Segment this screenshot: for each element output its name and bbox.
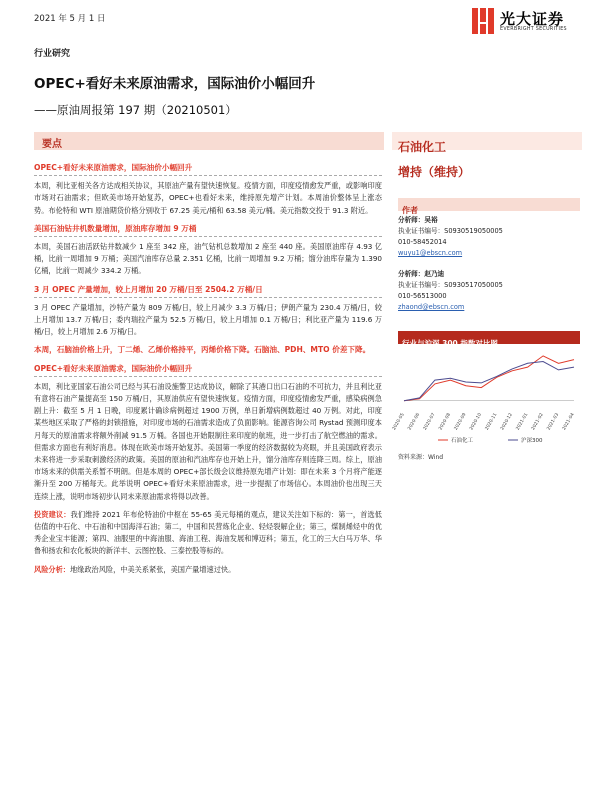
everbright-logo-icon [470, 6, 496, 36]
analyst-phone: 010-58452014 [398, 238, 447, 246]
risk-text: 地缘政治风险，中美关系紧张，美国产量增速过快。 [69, 564, 236, 574]
analyst-email[interactable]: zhaond@ebscn.com [398, 303, 465, 311]
chart-source: 资料来源：Wind [398, 454, 444, 461]
side-column [398, 134, 580, 313]
report-subtitle: ——原油周报第 197 期（20210501） [34, 103, 237, 117]
series-line-0 [404, 356, 574, 401]
report-date: 2021 年 5 月 1 日 [34, 14, 106, 24]
logo-subtitle: EVERBRIGHT SECURITIES [500, 27, 567, 32]
analyst-email[interactable]: wuyu1@ebscn.com [398, 249, 463, 257]
x-tick-label: 2020-12 [500, 412, 514, 432]
x-tick-label: 2021-03 [546, 412, 561, 432]
section-head: 本周，石脑油价格上升，丁二烯、乙烯价格持平，丙烯价格下降。石脑油、PDH、MTO 价差下降。 [34, 345, 371, 355]
section-head: 3 月 OPEC 产量增加，较上月增加 20 万桶/日至 2504.2 万桶/日 [34, 284, 382, 298]
x-tick-label: 2020-08 [438, 412, 453, 432]
investment-advice [34, 509, 382, 558]
legend-label: 石油化工 [451, 438, 474, 444]
section-head: 美国石油钻井机数量增加，原油库存增加 9 万桶 [34, 223, 382, 237]
author-label: 作者 [402, 206, 418, 215]
analyst-cert: 执业证书编号：S0930517050005 [398, 281, 503, 289]
sector-name: 石油化工 [398, 140, 447, 154]
analyst-cert: 执业证书编号：S0930519050005 [398, 227, 503, 235]
risk-analysis [34, 564, 382, 576]
analyst-block [398, 215, 580, 259]
chart-band [398, 331, 580, 348]
section-label: 行业研究 [34, 49, 71, 59]
index-comparison-chart [391, 348, 580, 446]
broker-logo [470, 6, 580, 40]
analyst-name: 分析师：吴裕 [398, 216, 438, 224]
section-text: 本周，美国石油活跃钻井数减少 1 座至 342 座，油气钻机总数增加 2 座至 440 座。美国原油库存 4.93 亿桶，比前一周增加 9 万桶；美国汽油库存总量 2.351 亿桶，比前一周增加 9.2 万桶；馏分油库存量为 1.390 亿桶，比前一周减少 334.2 万桶。 [34, 242, 382, 276]
x-tick-label: 2021-02 [531, 412, 545, 432]
advice-lead: 投资建议： [34, 509, 71, 519]
x-tick-label: 2021-04 [561, 412, 576, 432]
x-tick-label: 2020-11 [484, 412, 499, 432]
risk-lead: 风险分析： [34, 564, 70, 574]
series-line-1 [404, 362, 574, 401]
analyst-name: 分析师：赵乃迪 [398, 270, 445, 278]
section-text: 本周，利比亚国家石油公司已经与其石油设施警卫达成协议，解除了其港口出口石油的不可抗力，并且利比亚有意将石油产量提高至 150 万桶/日，其原油供应有望快速恢复。疫情方面，印度疫情愈发严重，感染病例急剧上升：截至 5 月 1 日晚，印度累计确诊病例超过 1900 万例，单日新增病例数超过 40 万例。对此，印度某些地区采取了严格的封锁措施，对印度市场的石油需求造成了负面影响。能源咨询公司 Rystad 预测印度本月每天的原油需求将额外削减 91.5 万桶。各国也开始限制往来印度的航班，进一步打击了航空燃油的需求。但需求方面也有利好消息。体现在欧美市场开始复苏。美国第一季度的经济数据较为亮眼，并且美国政府表示未来将进一步采取刺激经济的政策。美国的原油和汽油库存也开始上升，馏分油库存则连降三周。综上，原油市场未来的供需关系暂不明朗。但是本周的 OPEC+部长级会议维持原先增产计划：即在未来 3 个月将产能逐渐升至 200 万桶每天。此举说明 OPEC+看好未来原油需求，进一步提振了市场信心。本周油价也出现三天连续上涨，说明市场初步认同未来原油需求将得以改善。 [34, 381, 382, 501]
analyst-block [398, 269, 580, 313]
section-text: 本周，利比亚相关各方达成相关协议，其原油产量有望快速恢复。疫情方面，印度疫情愈发严重，或影响印度市场对石油需求；但欧美市场开始复苏，OPEC+也看好未来，维持原先增产计划。本周油价整体呈上涨态势。布伦特和 WTI 原油期货价格分别收于 67.25 美元/桶和 63.58 美元/桶。美元指数交投于 91.3 附近。 [34, 181, 382, 215]
section-head: OPEC+看好未来原油需求，国际油价小幅回升 [34, 162, 382, 176]
x-tick-label: 2020-07 [422, 412, 437, 432]
advice-text: 我们维持 2021 年布伦特油价中枢在 55-65 美元每桶的观点，建议关注如下标的：第一，首选低估值的中石化、中石油和中国海洋石油；第二，中国和民营炼化企业、轻烃裂解企业；第三，煤制烯烃中的优秀企业宝丰能源；第四、油服里的中海油服、海油工程、海油发展和博迈科；第五，化工的三大白马万华、华鲁和扬农和农化板块的新洋丰、云图控股、三泰控股等标的。 [34, 509, 382, 556]
sector-rating: 增持（维持） [398, 165, 471, 179]
report-title: OPEC+看好未来原油需求，国际油价小幅回升 [34, 76, 316, 92]
main-column [34, 162, 382, 576]
analyst-phone: 010-56513000 [398, 292, 447, 300]
summary-label: 要点 [42, 139, 62, 150]
chart-title: 行业与沪深 300 指数对比图 [402, 339, 498, 348]
x-tick-label: 2020-09 [453, 412, 468, 432]
x-tick-label: 2020-10 [469, 412, 484, 432]
summary-band [34, 132, 384, 150]
logo-name: 光大证券 [500, 10, 565, 28]
x-tick-label: 2020-05 [391, 412, 406, 432]
legend-label: 沪深300 [521, 438, 543, 444]
section-text: 3 月 OPEC 产量增加，沙特产量为 809 万桶/日，较上月减少 3.3 万桶/日；伊朗产量为 230.4 万桶/日，较上月增加 13.7 万桶/日；委内瑞拉产量为 52.5 万桶/日，较上月增加 0.1 万桶/日；利比亚产量为 119.6 万桶/日，较上月增加 2.6 万桶/日。 [34, 302, 382, 337]
x-tick-label: 2020-06 [407, 412, 422, 432]
author-band [398, 198, 580, 215]
x-tick-label: 2021-01 [515, 412, 530, 432]
section-head: OPEC+看好未来原油需求，国际油价小幅回升 [34, 363, 382, 377]
